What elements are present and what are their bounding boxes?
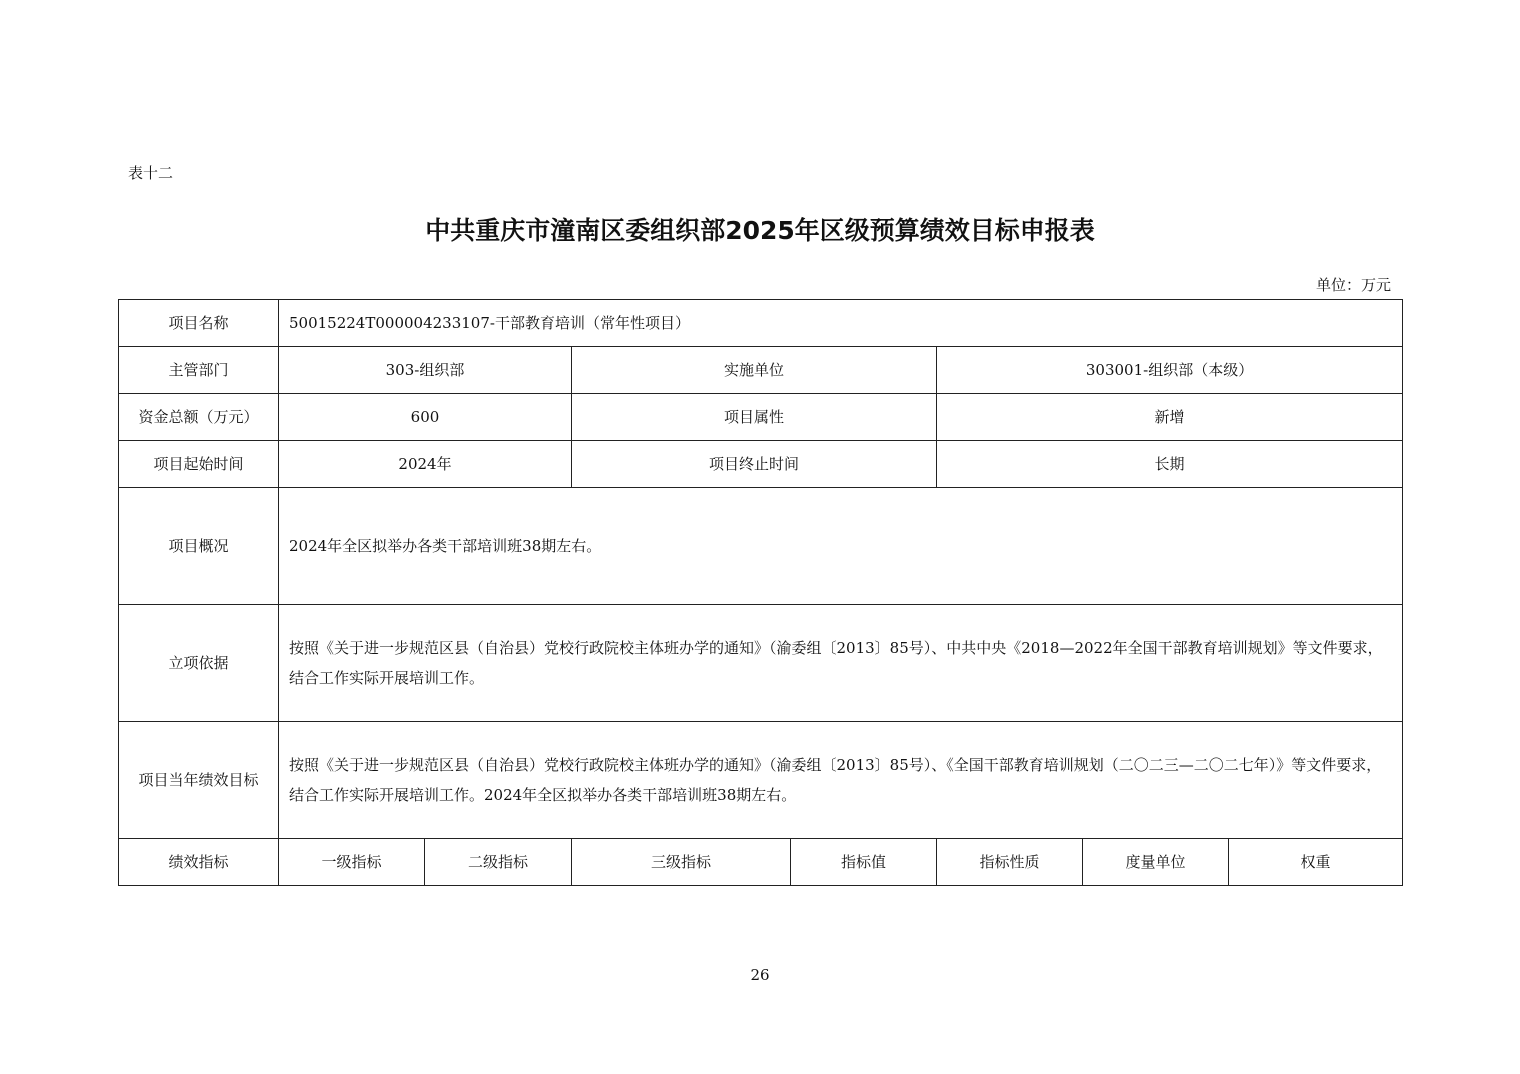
start-value: 2024年: [279, 441, 572, 488]
attr-value: 新增: [937, 394, 1403, 441]
project-name-value: 50015224T000004233107-干部教育培训（常年性项目）: [279, 300, 1403, 347]
goal-label: 项目当年绩效目标: [119, 722, 279, 839]
indicator-weight-header: 权重: [1229, 839, 1403, 886]
row-goal: [119, 722, 1403, 839]
indicator-level2-header: 二级指标: [425, 839, 572, 886]
fund-label: 资金总额（万元）: [119, 394, 279, 441]
basis-value: 按照《关于进一步规范区县（自治县）党校行政院校主体班办学的通知》（渝委组〔2013〕85号）、中共中央《2018—2022年全国干部教育培训规划》等文件要求，结合工作实际开展培训工作。: [279, 605, 1403, 722]
dept-value: 303-组织部: [279, 347, 572, 394]
attr-label: 项目属性: [572, 394, 937, 441]
row-fund: [119, 394, 1403, 441]
end-value: 长期: [937, 441, 1403, 488]
row-project-name: [119, 300, 1403, 347]
dept-label: 主管部门: [119, 347, 279, 394]
page-number: 26: [750, 966, 770, 984]
indicator-value-header: 指标值: [791, 839, 937, 886]
fund-value: 600: [279, 394, 572, 441]
goal-value: 按照《关于进一步规范区县（自治县）党校行政院校主体班办学的通知》（渝委组〔2013〕85号）、《全国干部教育培训规划（二〇二三—二〇二七年）》等文件要求，结合工作实际开展培训工作。2024年全区拟举办各类干部培训班38期左右。: [279, 722, 1403, 839]
overview-label: 项目概况: [119, 488, 279, 605]
basis-label: 立项依据: [119, 605, 279, 722]
row-overview: [119, 488, 1403, 605]
project-name-label: 项目名称: [119, 300, 279, 347]
start-label: 项目起始时间: [119, 441, 279, 488]
indicator-level1-header: 一级指标: [279, 839, 425, 886]
performance-target-form: [118, 299, 1403, 886]
end-label: 项目终止时间: [572, 441, 937, 488]
row-department: [119, 347, 1403, 394]
indicator-nature-header: 指标性质: [937, 839, 1083, 886]
impl-label: 实施单位: [572, 347, 937, 394]
unit-label: 单位：万元: [1315, 276, 1391, 294]
indicator-label: 绩效指标: [119, 839, 279, 886]
table-number: 表十二: [128, 164, 174, 182]
impl-value: 303001-组织部（本级）: [937, 347, 1403, 394]
indicator-unit-header: 度量单位: [1083, 839, 1229, 886]
row-period: [119, 441, 1403, 488]
row-basis: [119, 605, 1403, 722]
overview-value: 2024年全区拟举办各类干部培训班38期左右。: [279, 488, 1403, 605]
document-title: 中共重庆市潼南区委组织部2025年区级预算绩效目标申报表: [425, 216, 1095, 245]
indicator-level3-header: 三级指标: [572, 839, 791, 886]
row-indicator-header: [119, 839, 1403, 886]
